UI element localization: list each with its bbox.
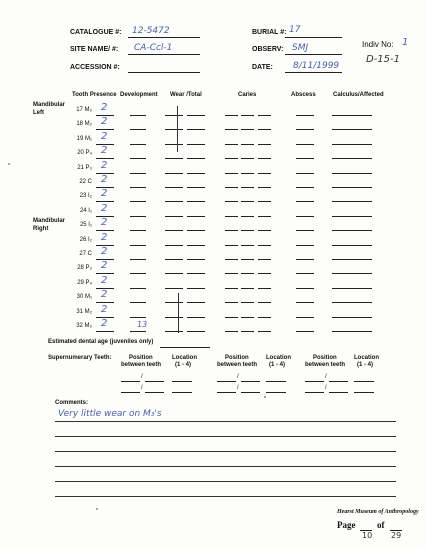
- tooth-label: 29 P₄: [77, 280, 92, 286]
- caries-line[interactable]: [258, 173, 271, 174]
- wear-line[interactable]: [165, 144, 183, 145]
- comment-line[interactable]: [55, 496, 396, 497]
- wear-line[interactable]: [165, 245, 183, 246]
- col-calculus: Calculus/Affected: [333, 92, 384, 98]
- abscess-line[interactable]: [296, 144, 314, 145]
- wear-stroke: [177, 106, 178, 152]
- total-line[interactable]: [187, 115, 205, 116]
- slash: /: [141, 385, 143, 391]
- observ-value[interactable]: SMJ: [292, 43, 309, 53]
- position-line-a[interactable]: [121, 381, 140, 382]
- location-label: Location: [354, 355, 379, 361]
- page-label: Page: [337, 520, 356, 530]
- caries-line[interactable]: [241, 273, 254, 274]
- development-line[interactable]: [130, 273, 146, 274]
- slash: /: [141, 374, 143, 380]
- page-num: 10: [362, 531, 373, 540]
- caries-line[interactable]: [241, 331, 254, 332]
- calculus-line[interactable]: [332, 302, 372, 303]
- tooth-presence-value[interactable]: 2: [101, 188, 108, 199]
- tooth-presence-value[interactable]: 2: [101, 131, 108, 142]
- development-line[interactable]: [130, 302, 146, 303]
- caries-line[interactable]: [225, 273, 238, 274]
- position-line-b[interactable]: [145, 392, 164, 393]
- tooth-presence-value[interactable]: 2: [101, 217, 108, 228]
- section-left: Left: [33, 110, 44, 116]
- caries-line[interactable]: [225, 230, 238, 231]
- wear-line[interactable]: [165, 331, 183, 332]
- tooth-label: 24 I₁: [79, 208, 92, 214]
- caries-line[interactable]: [241, 115, 254, 116]
- estimated-age-label: Estimated dental age (juveniles only): [48, 339, 154, 345]
- calculus-line[interactable]: [332, 288, 372, 289]
- tooth-label: 20 P₄: [77, 150, 92, 156]
- calculus-line[interactable]: [332, 201, 372, 202]
- total-line[interactable]: [187, 288, 205, 289]
- punch-mark: [8, 163, 10, 165]
- site-underline: [128, 54, 200, 55]
- total-line[interactable]: [187, 302, 205, 303]
- tooth-label: 30 M₁: [76, 294, 92, 300]
- tooth-presence-value[interactable]: 2: [101, 246, 108, 257]
- position-line-a[interactable]: [305, 392, 324, 393]
- caries-line[interactable]: [225, 129, 238, 130]
- location-label: Location: [266, 355, 291, 361]
- comments-label: Comments:: [55, 400, 89, 406]
- comment-line[interactable]: [55, 466, 396, 467]
- date-underline: [285, 72, 342, 73]
- slash: /: [237, 385, 239, 391]
- caries-line[interactable]: [258, 273, 271, 274]
- slash: /: [325, 374, 327, 380]
- total-line[interactable]: [187, 331, 205, 332]
- tooth-presence-value[interactable]: 2: [101, 260, 108, 271]
- caries-line[interactable]: [241, 173, 254, 174]
- tooth-label: 25 I₁: [79, 222, 92, 228]
- estimated-age-underline[interactable]: [160, 347, 210, 348]
- tooth-label: 27 C: [79, 251, 92, 257]
- caries-line[interactable]: [241, 288, 254, 289]
- burial-underline: [285, 37, 342, 38]
- total-line[interactable]: [187, 144, 205, 145]
- wear-line[interactable]: [165, 187, 183, 188]
- accession-underline[interactable]: [128, 72, 200, 73]
- page-total: 29: [391, 531, 402, 540]
- wear-stroke: [178, 293, 179, 333]
- total-line[interactable]: [187, 273, 205, 274]
- abscess-line[interactable]: [296, 288, 314, 289]
- of-label: of: [377, 520, 385, 530]
- punch-mark: [264, 396, 266, 398]
- abscess-line[interactable]: [296, 331, 314, 332]
- site-value[interactable]: CA-Ccl-1: [134, 43, 173, 53]
- location-line[interactable]: [266, 381, 286, 382]
- calculus-line[interactable]: [332, 230, 372, 231]
- tooth-label: 22 C: [79, 179, 92, 185]
- tooth-presence-value[interactable]: 2: [101, 160, 108, 171]
- wear-line[interactable]: [165, 216, 183, 217]
- abscess-line[interactable]: [296, 273, 314, 274]
- caries-line[interactable]: [241, 259, 254, 260]
- burial-label: BURIAL #:: [252, 29, 287, 36]
- location-line[interactable]: [172, 381, 192, 382]
- caries-line[interactable]: [225, 158, 238, 159]
- wear-line[interactable]: [165, 230, 183, 231]
- position-label-2: between teeth: [121, 362, 162, 368]
- development-line[interactable]: [130, 129, 146, 130]
- development-line[interactable]: [130, 216, 146, 217]
- total-line[interactable]: [187, 317, 205, 318]
- location-label-2: (1 - 4): [357, 362, 374, 368]
- total-line[interactable]: [187, 173, 205, 174]
- total-line[interactable]: [187, 216, 205, 217]
- total-line[interactable]: [187, 129, 205, 130]
- caries-line[interactable]: [258, 144, 271, 145]
- caries-line[interactable]: [241, 187, 254, 188]
- wear-line[interactable]: [165, 317, 183, 318]
- calculus-line[interactable]: [332, 115, 372, 116]
- presence-line: [96, 273, 114, 274]
- presence-line: [96, 201, 114, 202]
- abscess-line[interactable]: [296, 302, 314, 303]
- total-line[interactable]: [187, 245, 205, 246]
- wear-line[interactable]: [165, 173, 183, 174]
- indiv-label: Indiv No:: [362, 40, 394, 49]
- caries-line[interactable]: [241, 144, 254, 145]
- caries-line[interactable]: [225, 173, 238, 174]
- caries-line[interactable]: [225, 288, 238, 289]
- caries-line[interactable]: [225, 201, 238, 202]
- tooth-label: 28 P₃: [77, 265, 92, 271]
- caries-line[interactable]: [225, 331, 238, 332]
- catalogue-label: CATALOGUE #:: [70, 29, 122, 36]
- abscess-line[interactable]: [296, 245, 314, 246]
- caries-line[interactable]: [258, 288, 271, 289]
- tooth-label: 19 M₁: [76, 136, 92, 142]
- col-tooth-presence: Tooth Presence: [72, 92, 117, 98]
- location-line[interactable]: [172, 392, 192, 393]
- tooth-presence-value[interactable]: 2: [101, 116, 108, 127]
- position-line-a[interactable]: [217, 392, 236, 393]
- section-right: Right: [33, 226, 49, 232]
- col-abscess: Abscess: [291, 92, 316, 98]
- tooth-presence-value[interactable]: 2: [101, 145, 108, 156]
- wear-line[interactable]: [165, 158, 183, 159]
- wear-line[interactable]: [165, 115, 183, 116]
- punch-mark: [96, 508, 98, 510]
- development-line[interactable]: [130, 187, 146, 188]
- tooth-label: 32 M₃: [76, 323, 92, 329]
- position-label-2: between teeth: [217, 362, 258, 368]
- caries-line[interactable]: [258, 245, 271, 246]
- caries-line[interactable]: [258, 158, 271, 159]
- position-line-b[interactable]: [145, 381, 164, 382]
- position-label: Position: [313, 355, 337, 361]
- tooth-presence-value[interactable]: 2: [101, 174, 108, 185]
- total-line[interactable]: [187, 201, 205, 202]
- abscess-line[interactable]: [296, 230, 314, 231]
- abscess-line[interactable]: [296, 259, 314, 260]
- position-label: Position: [225, 355, 249, 361]
- museum-name: Hearst Museum of Anthropology: [337, 509, 419, 515]
- tooth-label: 31 M₂: [76, 309, 92, 315]
- calculus-line[interactable]: [332, 173, 372, 174]
- catalogue-underline: [128, 37, 200, 38]
- caries-line[interactable]: [225, 259, 238, 260]
- date-value[interactable]: 8/11/1999: [293, 61, 340, 71]
- caries-line[interactable]: [258, 331, 271, 332]
- wear-line[interactable]: [165, 201, 183, 202]
- position-line-b[interactable]: [329, 381, 348, 382]
- supernumerary-label: Supernumerary Teeth:: [48, 355, 112, 361]
- caries-line[interactable]: [225, 317, 238, 318]
- position-line-b[interactable]: [241, 381, 260, 382]
- presence-line: [96, 129, 114, 130]
- tooth-label: 18 M₂: [76, 121, 92, 127]
- caries-line[interactable]: [225, 245, 238, 246]
- development-line[interactable]: [130, 245, 146, 246]
- location-label-2: (1 - 4): [269, 362, 286, 368]
- wear-line[interactable]: [165, 259, 183, 260]
- site-label: SITE NAME/ #:: [70, 46, 119, 53]
- development-line[interactable]: [130, 158, 146, 159]
- comment-line[interactable]: [55, 421, 396, 422]
- development-line[interactable]: [130, 230, 146, 231]
- tooth-presence-value[interactable]: 2: [101, 318, 108, 329]
- position-label-2: between teeth: [305, 362, 346, 368]
- calculus-line[interactable]: [332, 216, 372, 217]
- total-line[interactable]: [187, 187, 205, 188]
- development-line[interactable]: [130, 115, 146, 116]
- caries-line[interactable]: [241, 129, 254, 130]
- caries-line[interactable]: [241, 317, 254, 318]
- wear-line[interactable]: [165, 302, 183, 303]
- development-line[interactable]: [130, 173, 146, 174]
- indiv-value[interactable]: 1: [402, 37, 409, 48]
- caries-line[interactable]: [258, 302, 271, 303]
- calculus-line[interactable]: [332, 259, 372, 260]
- tooth-label: 17 M₃: [76, 107, 92, 113]
- abscess-line[interactable]: [296, 115, 314, 116]
- presence-line: [96, 331, 114, 332]
- abscess-line[interactable]: [296, 216, 314, 217]
- location-label: Location: [172, 355, 197, 361]
- abscess-line[interactable]: [296, 317, 314, 318]
- caries-line[interactable]: [258, 129, 271, 130]
- caries-line[interactable]: [258, 230, 271, 231]
- wear-line[interactable]: [165, 129, 183, 130]
- caries-line[interactable]: [258, 115, 271, 116]
- tooth-development-value[interactable]: 13: [137, 320, 148, 329]
- caries-line[interactable]: [241, 230, 254, 231]
- tooth-label: 23 I₂: [79, 193, 92, 199]
- abscess-line[interactable]: [296, 187, 314, 188]
- comment-line[interactable]: [55, 481, 396, 482]
- development-line[interactable]: [130, 201, 146, 202]
- section-mandibular-left: Mandibular: [33, 102, 66, 108]
- location-line[interactable]: [354, 381, 374, 382]
- caries-line[interactable]: [258, 259, 271, 260]
- catalogue-value[interactable]: 12-5472: [132, 26, 170, 36]
- calculus-line[interactable]: [332, 129, 372, 130]
- calculus-line[interactable]: [332, 144, 372, 145]
- location-line[interactable]: [266, 392, 286, 393]
- position-label: Position: [129, 355, 153, 361]
- calculus-line[interactable]: [332, 273, 372, 274]
- calculus-line[interactable]: [332, 317, 372, 318]
- calculus-line[interactable]: [332, 158, 372, 159]
- caries-line[interactable]: [225, 115, 238, 116]
- observ-label: OBSERV:: [252, 46, 284, 53]
- development-line[interactable]: [130, 317, 146, 318]
- burial-value[interactable]: 17: [289, 25, 301, 35]
- presence-line: [96, 230, 114, 231]
- tooth-presence-value[interactable]: 2: [101, 102, 108, 113]
- presence-line: [96, 158, 114, 159]
- abscess-line[interactable]: [296, 158, 314, 159]
- caries-line[interactable]: [241, 216, 254, 217]
- caries-line[interactable]: [225, 144, 238, 145]
- section-mandibular-right: Mandibular: [33, 218, 66, 224]
- caries-line[interactable]: [258, 216, 271, 217]
- position-line-a[interactable]: [305, 381, 324, 382]
- wear-line[interactable]: [165, 288, 183, 289]
- position-line-b[interactable]: [329, 392, 348, 393]
- slash: /: [325, 385, 327, 391]
- tooth-label: 26 I₂: [79, 237, 92, 243]
- tooth-presence-value[interactable]: 2: [101, 289, 108, 300]
- calculus-line[interactable]: [332, 331, 372, 332]
- abscess-line[interactable]: [296, 201, 314, 202]
- caries-line[interactable]: [225, 187, 238, 188]
- presence-line: [96, 302, 114, 303]
- tooth-label: 21 P₃: [77, 165, 92, 171]
- calculus-line[interactable]: [332, 187, 372, 188]
- col-development: Development: [120, 92, 158, 98]
- indiv-code: D-15-1: [366, 54, 401, 65]
- comment-line[interactable]: [55, 436, 396, 437]
- caries-line[interactable]: [258, 201, 271, 202]
- development-line[interactable]: [130, 259, 146, 260]
- wear-line[interactable]: [165, 273, 183, 274]
- caries-line[interactable]: [258, 317, 271, 318]
- accession-label: ACCESSION #:: [70, 64, 120, 71]
- position-line-a[interactable]: [121, 392, 140, 393]
- caries-line[interactable]: [241, 245, 254, 246]
- total-line[interactable]: [187, 259, 205, 260]
- tooth-presence-value[interactable]: 2: [101, 232, 108, 243]
- tooth-presence-value[interactable]: 2: [101, 203, 108, 214]
- abscess-line[interactable]: [296, 173, 314, 174]
- development-line[interactable]: [130, 144, 146, 145]
- col-caries: Caries: [238, 92, 257, 98]
- abscess-line[interactable]: [296, 129, 314, 130]
- tooth-presence-value[interactable]: 2: [101, 275, 108, 286]
- comment-line[interactable]: [55, 451, 396, 452]
- total-line[interactable]: [187, 230, 205, 231]
- col-wear-total: Wear /Total: [170, 92, 202, 98]
- development-line[interactable]: [130, 331, 146, 332]
- development-line[interactable]: [130, 288, 146, 289]
- location-line[interactable]: [354, 392, 374, 393]
- position-line-b[interactable]: [241, 392, 260, 393]
- total-line[interactable]: [187, 158, 205, 159]
- caries-line[interactable]: [225, 216, 238, 217]
- location-label-2: (1 - 4): [175, 362, 192, 368]
- position-line-a[interactable]: [217, 381, 236, 382]
- caries-line[interactable]: [241, 201, 254, 202]
- comments-text[interactable]: Very little wear on M₃'s: [58, 409, 162, 419]
- caries-line[interactable]: [225, 302, 238, 303]
- observ-underline: [285, 54, 342, 55]
- calculus-line[interactable]: [332, 245, 372, 246]
- tooth-presence-value[interactable]: 2: [101, 304, 108, 315]
- slash: /: [237, 374, 239, 380]
- caries-line[interactable]: [241, 158, 254, 159]
- caries-line[interactable]: [241, 302, 254, 303]
- caries-line[interactable]: [258, 187, 271, 188]
- date-label: DATE:: [252, 64, 273, 71]
